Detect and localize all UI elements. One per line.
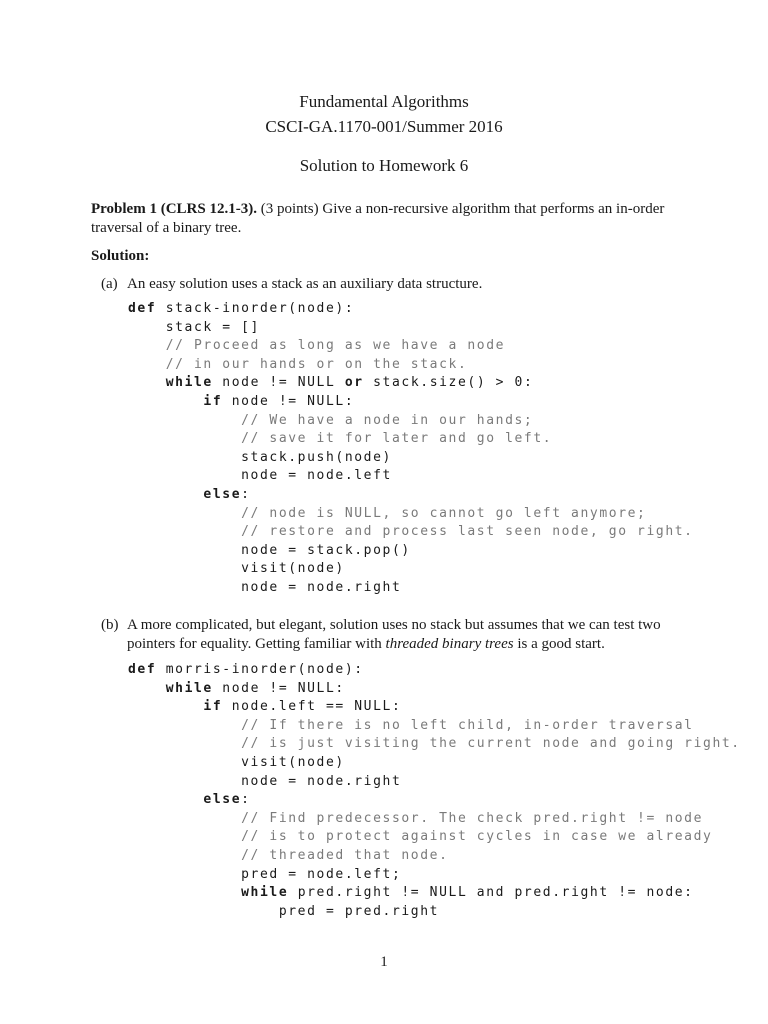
code-text: visit(node) <box>128 754 345 770</box>
code-line <box>128 903 741 922</box>
code-comment: // in our hands or on the stack. <box>165 356 468 372</box>
code-keyword: if <box>203 699 223 715</box>
code-text <box>128 394 203 409</box>
code-line <box>128 560 694 579</box>
code-line <box>128 810 741 829</box>
document-title: Solution to Homework 6 <box>299 156 469 175</box>
code-text: node = node.left <box>128 468 392 484</box>
code-text <box>128 736 241 751</box>
code-text <box>128 524 241 539</box>
code-line <box>128 791 741 810</box>
code-comment: // restore and process last seen node, go right. <box>241 524 694 540</box>
code-line <box>128 579 694 598</box>
code-text: node = node.right <box>128 579 402 595</box>
code-text <box>128 506 241 521</box>
code-text <box>128 375 166 390</box>
code-line <box>128 430 694 449</box>
code-comment: // Proceed as long as we have a node <box>165 338 506 354</box>
code-text <box>128 829 241 844</box>
code-text: pred = node.left; <box>128 866 402 882</box>
code-line <box>128 828 741 847</box>
code-text <box>128 681 166 696</box>
code-comment: // We have a node in our hands; <box>241 412 534 428</box>
code-line <box>128 523 694 542</box>
code-text: morris-inorder(node): <box>156 662 364 677</box>
code-keyword: if <box>203 393 223 409</box>
code-text <box>128 357 166 372</box>
code-text <box>128 487 203 502</box>
code-keyword: def <box>128 301 157 316</box>
code-line <box>128 866 741 885</box>
code-comment: // Find predecessor. The check pred.right != node <box>241 810 704 826</box>
code-line <box>128 337 694 356</box>
code-line <box>128 847 741 866</box>
code-comment: // node is NULL, so cannot go left anymore; <box>241 505 647 521</box>
code-text <box>128 699 203 714</box>
code-text: : <box>241 792 251 808</box>
problem-text: (3 points) Give a non-recursive algorithm that performs an in-order traversal of a binary tree. <box>91 201 665 236</box>
code-text: node != NULL: <box>212 680 345 696</box>
code-block-stack-inorder <box>128 300 694 598</box>
code-comment: // is just visiting the current node and going right. <box>241 736 741 752</box>
course-title: Fundamental Algorithms <box>299 92 469 111</box>
code-keyword: else <box>203 486 242 502</box>
code-text: pred = pred.right <box>128 903 440 919</box>
code-keyword: while <box>165 680 213 696</box>
code-keyword: or <box>344 375 364 391</box>
code-text: stack.size() > 0: <box>363 375 534 391</box>
code-line <box>128 884 741 903</box>
code-keyword: def <box>128 662 157 677</box>
code-comment: // save it for later and go left. <box>241 431 553 447</box>
code-text <box>128 338 166 353</box>
code-comment: // threaded that node. <box>241 847 449 863</box>
item-marker: (a) <box>101 276 118 292</box>
code-text <box>128 811 241 826</box>
code-text: pred.right != NULL and pred.right != node: <box>288 885 694 901</box>
code-text <box>128 431 241 446</box>
code-keyword: while <box>241 885 289 901</box>
item-text <box>127 616 687 654</box>
code-line <box>128 412 694 431</box>
code-line <box>128 505 694 524</box>
code-comment: // If there is no left child, in-order traversal <box>241 717 694 733</box>
code-text: node.left == NULL: <box>222 699 402 715</box>
code-text: stack = [] <box>128 319 260 335</box>
code-line <box>128 393 694 412</box>
code-comment: // is to protect against cycles in case we already <box>241 829 713 845</box>
code-keyword: else <box>203 792 242 808</box>
code-line <box>128 661 741 680</box>
code-line <box>128 542 694 561</box>
code-text <box>128 413 241 428</box>
code-line <box>128 486 694 505</box>
code-line <box>128 300 694 319</box>
code-line <box>128 319 694 338</box>
code-text: node != NULL: <box>222 393 355 409</box>
code-line <box>128 467 694 486</box>
code-text: visit(node) <box>128 561 345 577</box>
code-text <box>128 848 241 863</box>
code-text <box>128 792 203 807</box>
code-line <box>128 449 694 468</box>
code-text: : <box>241 486 251 502</box>
code-text: node != NULL <box>212 375 345 391</box>
code-text: stack.push(node) <box>128 449 392 465</box>
item-text-part: is a good start. <box>513 636 605 652</box>
item-text: An easy solution uses a stack as an auxiliary data structure. <box>127 276 483 292</box>
problem-label: Problem 1 (CLRS 12.1-3). <box>91 201 257 217</box>
code-line <box>128 754 741 773</box>
problem-statement <box>91 200 691 238</box>
code-block-morris-inorder <box>128 661 741 921</box>
page-number: 1 <box>380 954 388 970</box>
code-line <box>128 735 741 754</box>
course-code: CSCI-GA.1170-001/Summer 2016 <box>265 117 503 136</box>
solution-heading: Solution: <box>91 248 150 264</box>
item-marker: (b) <box>101 617 119 633</box>
code-line <box>128 698 741 717</box>
code-text <box>128 718 241 733</box>
code-line <box>128 356 694 375</box>
code-text <box>128 885 241 900</box>
item-text-part: A more complicated, but elegant, solution uses no stack but assumes that we can test two pointers for equality. Getting familiar with <box>127 617 661 652</box>
code-keyword: while <box>165 375 213 391</box>
code-line <box>128 374 694 393</box>
code-text: node = node.right <box>128 773 402 789</box>
code-line <box>128 717 741 736</box>
code-text: node = stack.pop() <box>128 542 411 558</box>
item-text-emphasis: threaded binary trees <box>385 636 514 652</box>
code-line <box>128 680 741 699</box>
code-text: stack-inorder(node): <box>156 301 355 316</box>
code-line <box>128 773 741 792</box>
